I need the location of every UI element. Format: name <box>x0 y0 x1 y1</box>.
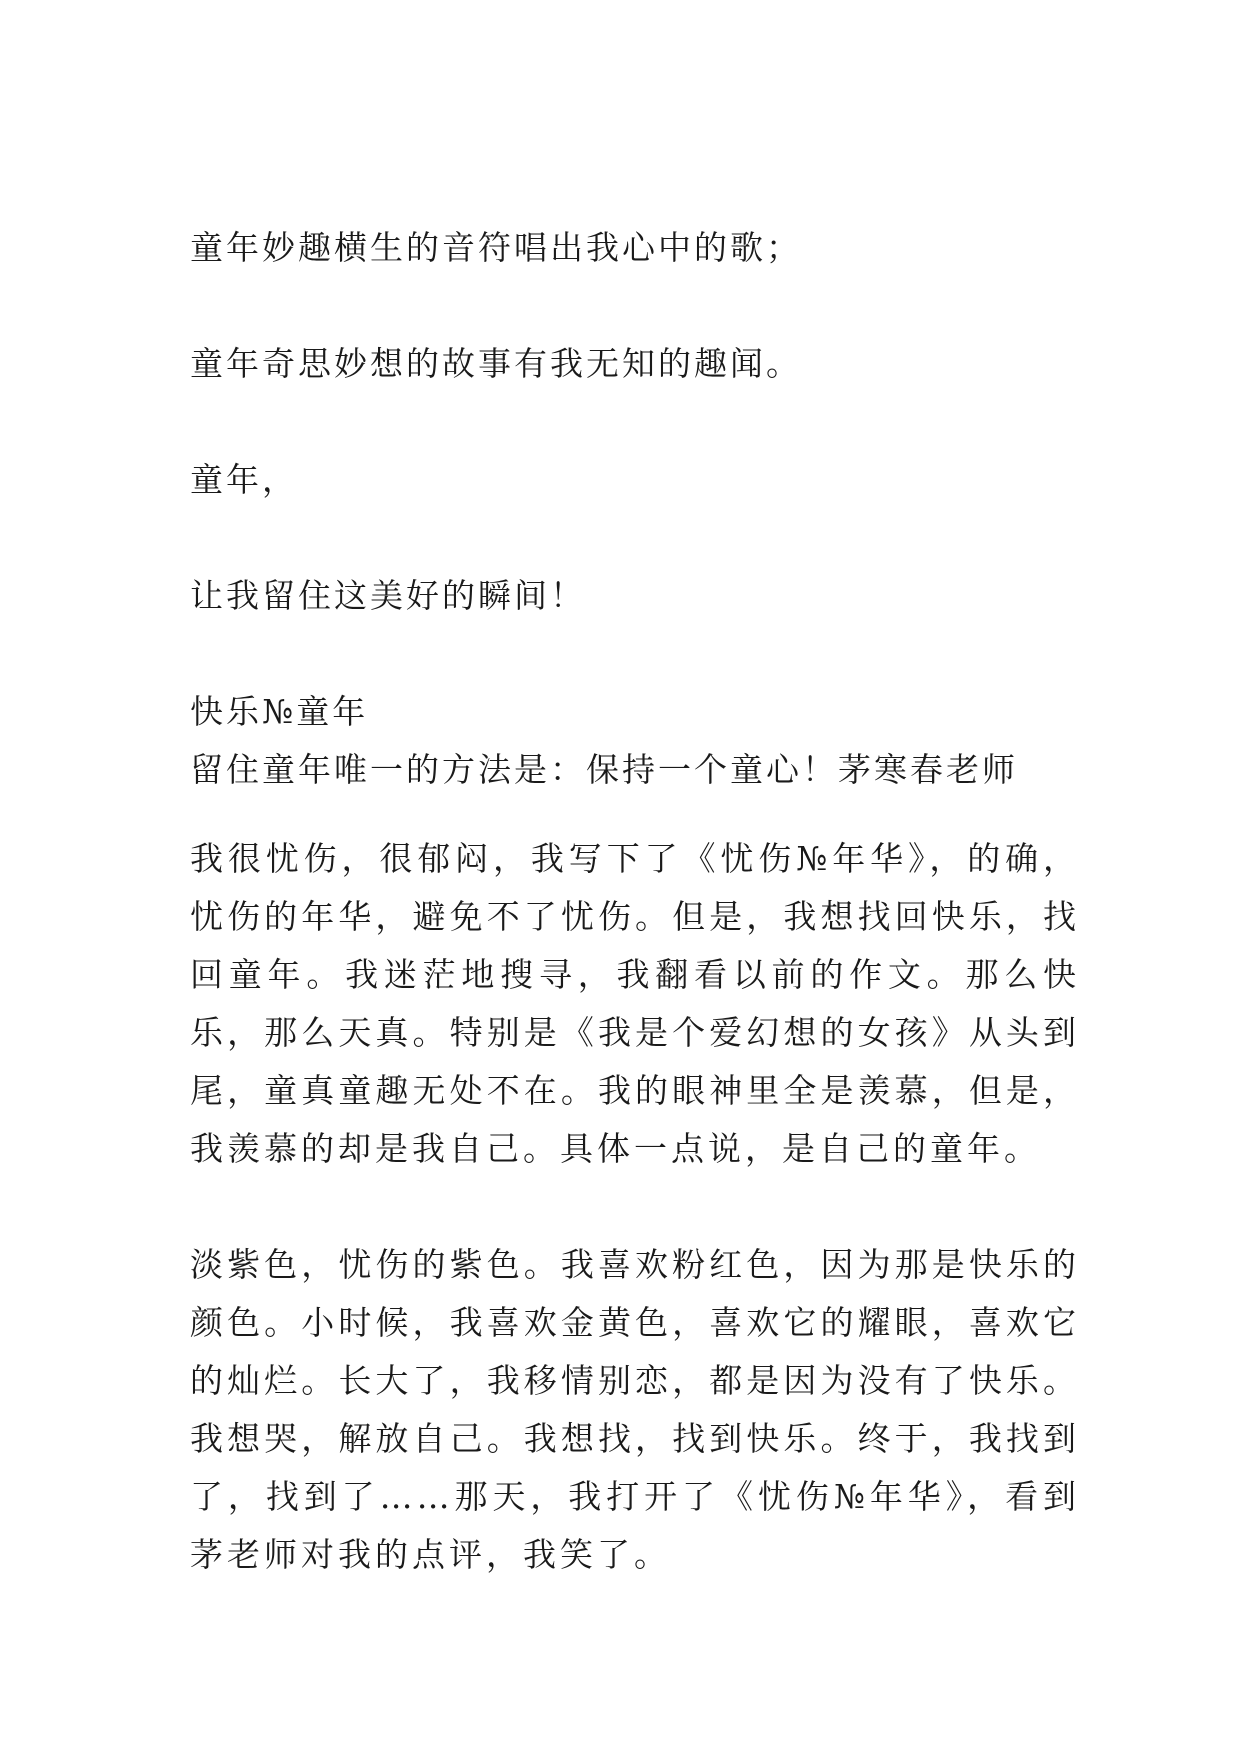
poem-line-3: 童年， <box>190 460 298 499</box>
section-subtitle: 留住童年唯一的方法是：保持一个童心！茅寒春老师 <box>190 750 1018 789</box>
poem-line-2: 童年奇思妙想的故事有我无知的趣闻。 <box>190 344 802 383</box>
section-title: 快乐№童年 <box>190 692 369 731</box>
paragraph-1: 我很忧伤，很郁闷，我写下了《忧伤№年华》，的确，忧伤的年华，避免不了忧伤。但是，我想找回快乐，找回童年。我迷茫地搜寻，我翻看以前的作文。那么快乐，那么天真。特别是《我是个爱幻想的女孩》从头到尾，童真童趣无处不在。我的眼神里全是羡慕，但是，我羡慕的却是我自己。具体一点说，是自己的童年。 <box>190 839 1080 1168</box>
paragraph-2: 淡紫色，忧伤的紫色。我喜欢粉红色，因为那是快乐的颜色。小时候，我喜欢金黄色，喜欢它的耀眼，喜欢它的灿烂。长大了，我移情别恋，都是因为没有了快乐。我想哭，解放自己。我想找，找到快乐。终于，我找到了，找到了……那天，我打开了《忧伤№年华》，看到茅老师对我的点评，我笑了。 <box>190 1245 1080 1574</box>
poem-line-4: 让我留住这美好的瞬间！ <box>190 576 586 615</box>
poem-line-1: 童年妙趣横生的音符唱出我心中的歌； <box>190 228 802 267</box>
